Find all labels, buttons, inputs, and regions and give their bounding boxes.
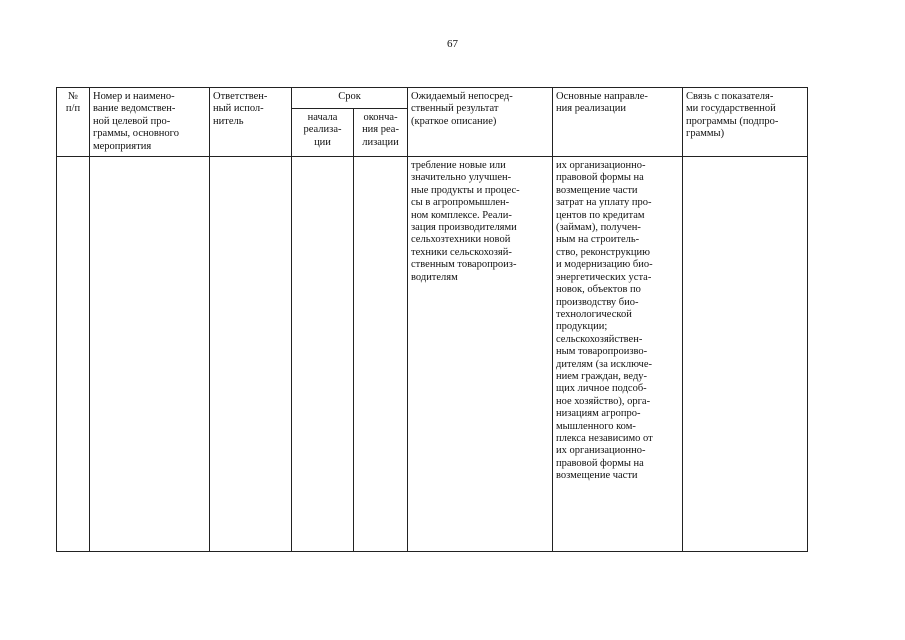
header-expected-result: Ожидаемый непосред- ственный результат (краткое описание) <box>408 88 553 157</box>
cell-term-start <box>292 157 354 552</box>
header-number: № п/п <box>57 88 90 157</box>
cell-responsible <box>210 157 292 552</box>
header-main-directions: Основные направле- ния реализации <box>553 88 683 157</box>
header-term: Срок <box>292 88 408 109</box>
table-row <box>57 157 808 552</box>
cell-program-name <box>90 157 210 552</box>
header-responsible: Ответствен- ный испол- нитель <box>210 88 292 157</box>
cell-term-end <box>354 157 408 552</box>
cell-expected-result: требление новые или значительно улучшен- ные продукты и процес- сы в агропромышлен- ном комплексе. Реали- зация производителями сельхозтехники новой техники сельскохозяй- ственным товаропроиз- водителям <box>408 157 553 552</box>
cell-link-indicators <box>683 157 808 552</box>
page-number: 67 <box>447 38 458 50</box>
header-term-end: оконча- ния реа- лизации <box>354 109 408 157</box>
program-table <box>56 87 808 552</box>
header-program-name: Номер и наимено- вание ведомствен- ной целевой про- граммы, основного мероприятия <box>90 88 210 157</box>
cell-main-directions: их организационно- правовой формы на возмещение части затрат на уплату про- центов по кредитам (займам), получен- ным на строитель- ство, реконструкцию и модернизацию био- энергетических уста- новок, объектов по производству био- технологической продукции; сельскохозяйствен- ным товаропроизво- дителям (за исключе- нием граждан, веду- щих личное подсоб- ное хозяйство), орга- низациям агропро- мышленного ком- плекса независимо от их организационно- правовой формы на возмещение части <box>553 157 683 552</box>
header-term-start: начала реализа- ции <box>292 109 354 157</box>
header-link-indicators: Связь с показателя- ми государственной программы (подпро- граммы) <box>683 88 808 157</box>
header-row <box>57 88 808 109</box>
cell-number <box>57 157 90 552</box>
